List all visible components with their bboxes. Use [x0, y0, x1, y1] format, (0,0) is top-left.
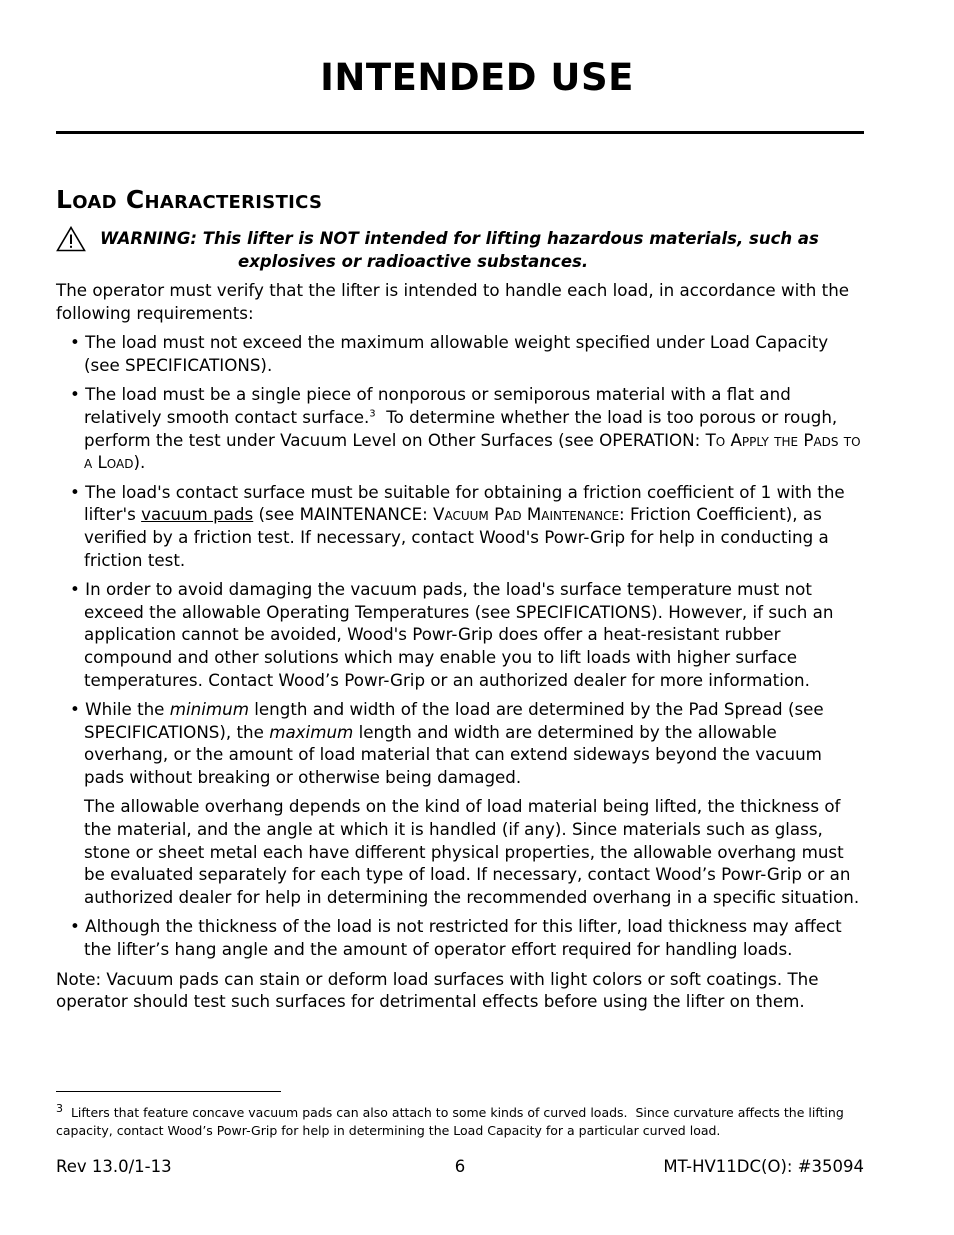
- footnote-text: Lifters that feature concave vacuum pads can also attach to some kinds of curved loads. Since curvature affects the lifting capacity, contact Wood’s Powr-Grip for help in determining the Load Capacity for a particular curved load.: [56, 1105, 848, 1138]
- list-item-text: length and width are determined by the allowable overhang, or the amount of load material that can extend sideways beyond the vacuum pads without breaking or otherwise being damaged.: [84, 721, 822, 787]
- list-item-text: : Friction Coefficient), as verified by a friction test. If necessary, contact Wood's Powr-Grip for help in conducting a friction test.: [84, 504, 829, 570]
- list-item: [56, 383, 866, 473]
- list-item: • Although the thickness of the load is not restricted for this lifter, load thickness may affect the lifter’s hang angle and the amount of operator effort required for handling loads.: [70, 916, 842, 960]
- list-item: [56, 698, 866, 788]
- list-item-text: (see MAINTENANCE:: [253, 504, 434, 525]
- footnote: [56, 1101, 866, 1140]
- footnote-reference[interactable]: 3: [369, 408, 376, 420]
- warning-triangle-icon: [56, 226, 86, 252]
- section-heading: Load Characteristics: [56, 185, 323, 214]
- warning-line-2: explosives or radioactive substances.: [238, 252, 589, 271]
- overhang-paragraph: The allowable overhang depends on the kind of load material being lifted, the thickness of the material, and the angle at which it is handled (if any). Since materials such as glass, stone or sheet metal each have different physical properties, the allowable overhang must be evaluated separately for each type of load. If necessary, contact Wood’s Powr-Grip or an authorized dealer for help in determining the recommended overhang in a specific situation.: [84, 796, 860, 907]
- list-item-text: ).: [133, 452, 146, 473]
- intro-paragraph: The operator must verify that the lifter is intended to handle each load, in accordance with the following requirements:: [56, 280, 850, 323]
- warning-line-1: WARNING: This lifter is NOT intended for lifting hazardous materials, such as: [100, 229, 819, 248]
- warning-text: [100, 227, 860, 273]
- emphasis-maximum: maximum: [269, 721, 354, 742]
- footnote-marker: 3: [56, 1101, 63, 1115]
- list-item-text: • The load's contact surface must be suitable for obtaining a friction coefficient of 1 with the lifter's: [70, 481, 850, 525]
- list-item-text: • While the: [70, 699, 170, 720]
- note-paragraph: Note: Vacuum pads can stain or deform load surfaces with light colors or soft coatings. The operator should test such surfaces for detrimental effects before using the lifter on them.: [56, 968, 819, 1012]
- revision-label: Rev 13.0/1-13: [56, 1157, 172, 1176]
- list-item-text: • The load must be a single piece of nonporous or semiporous material with a flat and relatively smooth contact surface.: [70, 384, 791, 427]
- emphasis-minimum: minimum: [169, 699, 249, 720]
- document-id: MT-HV11DC(O): #35094: [663, 1157, 864, 1176]
- list-item: [56, 481, 866, 571]
- list-item-text: To determine whether the load is too porous or rough, perform the test under Vacuum Level on Other Surfaces (see OPERATION:: [84, 406, 843, 450]
- footnote-divider: [56, 1091, 281, 1092]
- section-reference: To Apply the Pads to a Load: [84, 429, 861, 473]
- page-number: 6: [454, 1157, 466, 1176]
- body-text: [56, 279, 866, 1013]
- page-title: INTENDED USE: [320, 56, 634, 99]
- title-divider: [56, 131, 864, 134]
- section-reference: Vacuum Pad Maintenance: [433, 504, 620, 525]
- list-item-text: length and width of the load are determined by the Pad Spread (see SPECIFICATIONS), the: [84, 699, 829, 742]
- vacuum-pads-link[interactable]: vacuum pads: [141, 504, 254, 525]
- list-item: • In order to avoid damaging the vacuum pads, the load's surface temperature must not exceed the allowable Operating Temperatures (see SPECIFICATIONS). However, if such an application cannot be avoided, Wood's Powr-Grip does offer a heat-resistant rubber compound and other solutions which may enable you to lift loads with higher surface temperatures. Contact Wood’s Powr-Grip or an authorized dealer for more information.: [70, 579, 834, 690]
- list-item: • The load must not exceed the maximum allowable weight specified under Load Capacity (see SPECIFICATIONS).: [70, 332, 829, 375]
